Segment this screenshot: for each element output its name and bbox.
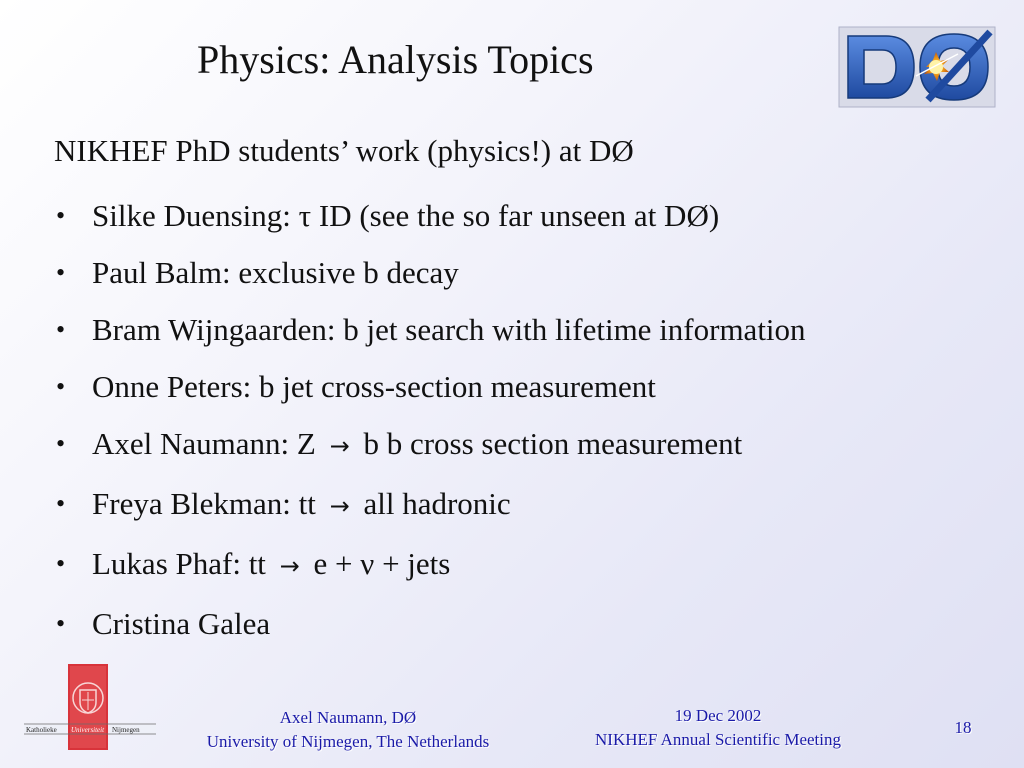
university-text-left: Katholieke [26,726,57,734]
right-arrow-icon: → [329,432,350,460]
bullet-text: all hadronic [355,486,511,521]
bullet-marker: • [56,258,66,287]
footer-author-name: Axel Naumann, DØ [279,708,417,727]
bullet-marker: • [56,315,66,344]
bullet-item [54,540,954,590]
bullet-text: b b cross section measurement [355,426,743,461]
footer-event [548,704,888,752]
footer-affiliation: University of Nijmegen, The Netherlands [206,732,490,751]
bullet-marker: • [56,429,66,458]
bullet-marker: • [56,372,66,401]
footer-author [168,706,528,754]
bullet-marker: • [56,549,66,578]
slide-title: Physics: Analysis Topics [197,37,594,82]
university-text-right: Nijmegen [112,726,140,734]
footer-meeting: NIKHEF Annual Scientific Meeting [595,730,841,749]
bullet-item [54,600,954,647]
bullet-text: Onne Peters: b jet cross‑section measurement [92,369,656,404]
bullet-text: Silke Duensing: [92,198,299,233]
slide-subtitle: NIKHEF PhD students’ work (physics!) at DØ [54,133,634,168]
bullet-text: e + [305,546,361,581]
footer-date: 19 Dec 2002 [674,706,762,725]
bullet-list [54,192,954,657]
nu-symbol: ν [360,546,375,581]
bullet-marker: • [56,201,66,230]
bullet-item [54,249,954,296]
bullet-text: ID (see the so far unseen at DØ) [311,198,720,233]
bullet-item [54,363,954,410]
bullet-item [54,420,954,470]
bullet-item [54,306,954,353]
bullet-text: Freya Blekman: tt [92,486,324,521]
bullet-marker: • [56,609,66,638]
university-text-middle: Universiteit [71,726,105,734]
bullet-marker: • [56,489,66,518]
bullet-item [54,192,954,239]
bullet-text: Paul Balm: exclusive b decay [92,255,459,290]
bullet-item [54,480,954,530]
bullet-text: Bram Wijngaarden: b jet search with lifetime information [92,312,806,347]
bullet-text: + jets [374,546,451,581]
bullet-text: Cristina Galea [92,606,271,641]
d0-experiment-logo [838,26,996,108]
university-nijmegen-logo [22,664,158,750]
page-number: 18 [954,718,972,737]
tau-symbol: τ [298,198,312,233]
bullet-text: Lukas Phaf: tt [92,546,274,581]
right-arrow-icon: → [329,492,350,520]
right-arrow-icon: → [279,552,300,580]
bullet-text: Axel Naumann: Z [92,426,324,461]
